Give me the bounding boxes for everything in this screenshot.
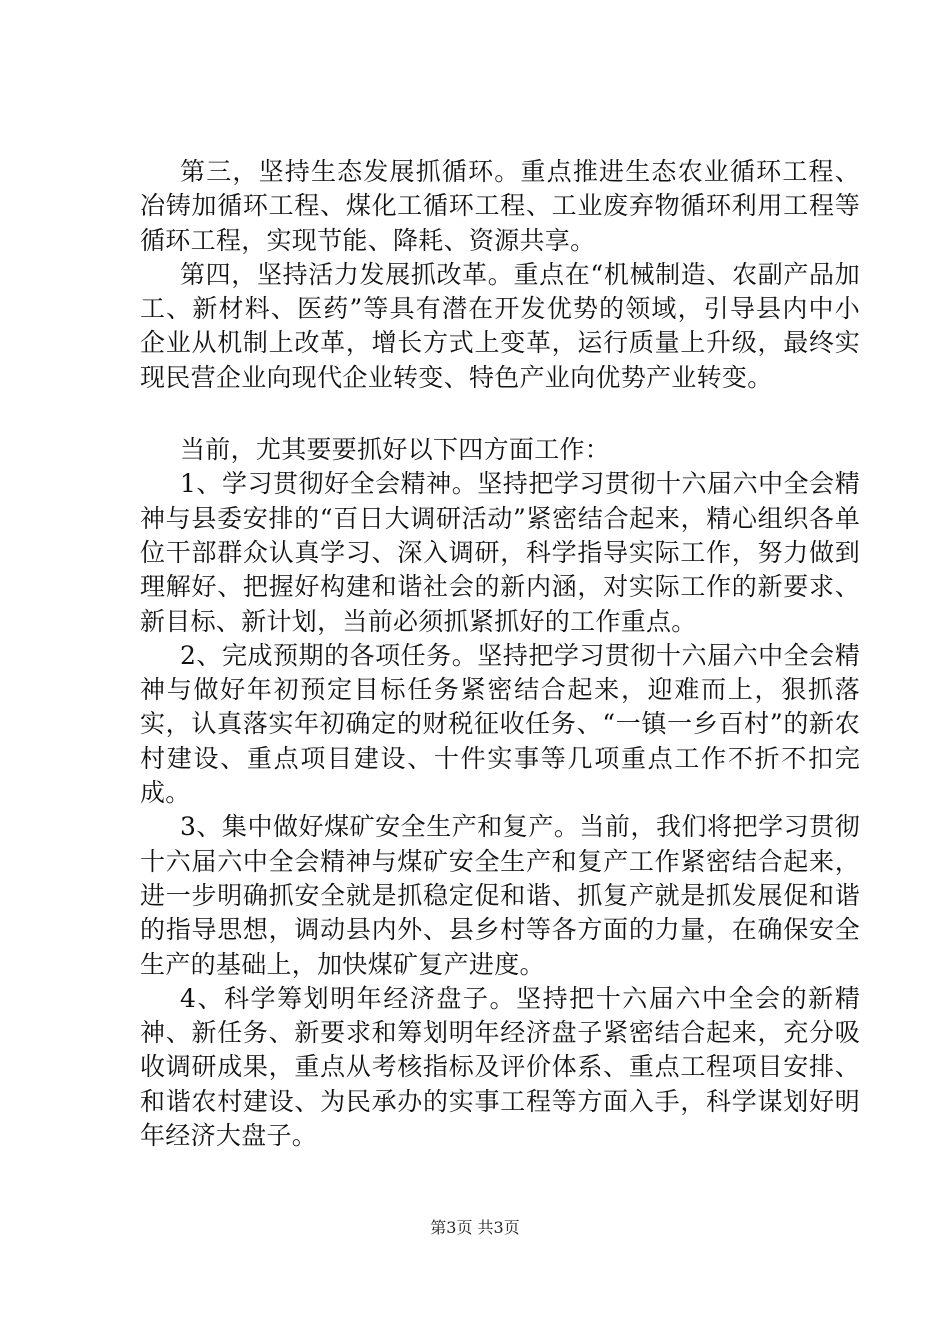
paragraph-item-4: 4、科学筹划明年经济盘子。坚持把十六届六中全会的新精神、新任务、新要求和筹划明年经济盘子紧密结合起来，充分吸收调研成果，重点从考核指标及评价体系、重点工程项目安排、和谐农村建设、为民承办的实事工程等方面入手，科学谋划好明年经济大盘子。 [140, 983, 860, 1151]
paragraph-item-1: 1、学习贯彻好全会精神。坚持把学习贯彻十六届六中全会精神与县委安排的“百日大调研活动”紧密结合起来，精心组织各单位干部群众认真学习、深入调研，科学指导实际工作，努力做到理解好、把握好构建和谐社会的新内涵，对实际工作的新要求、新目标、新计划，当前必须抓紧抓好的工作重点。 [140, 469, 860, 636]
page-footer: 第3页 共3页 [430, 1218, 520, 1237]
paragraph-third-point: 第三，坚持生态发展抓循环。重点推进生态农业循环工程、冶铸加循环工程、煤化工循环工程、工业废弃物循环利用工程等循环工程，实现节能、降耗、资源共享。 [140, 157, 860, 255]
paragraph-item-3: 3、集中做好煤矿安全生产和复产。当前，我们将把学习贯彻十六届六中全会精神与煤矿安全生产和复产工作紧密结合起来，进一步明确抓安全就是抓稳定促和谐、抓复产就是抓发展促和谐的指导思想，调动县内外、县乡村等各方面的力量，在确保安全生产的基础上，加快煤矿复产进度。 [140, 812, 860, 979]
paragraph-gap [140, 395, 860, 433]
paragraph-fourth-point: 第四，坚持活力发展抓改革。重点在“机械制造、农副产品加工、新材料、医药”等具有潜在开发优势的领域，引导县内中小企业从机制上改革，增长方式上变革，运行质量上升级，最终实现民营企业向现代企业转变、特色产业向优势产业转变。 [140, 259, 860, 392]
paragraph-item-2: 2、完成预期的各项任务。坚持把学习贯彻十六届六中全会精神与做好年初预定目标任务紧密结合起来，迎难而上，狠抓落实，认真落实年初确定的财税征收任务、“一镇一乡百村”的新农村建设、重点项目建设、十件实事等几项重点工作不折不扣完成。 [140, 640, 860, 808]
paragraph-current-intro: 当前，尤其要要抓好以下四方面工作： [180, 435, 611, 465]
document-body [140, 155, 860, 1153]
